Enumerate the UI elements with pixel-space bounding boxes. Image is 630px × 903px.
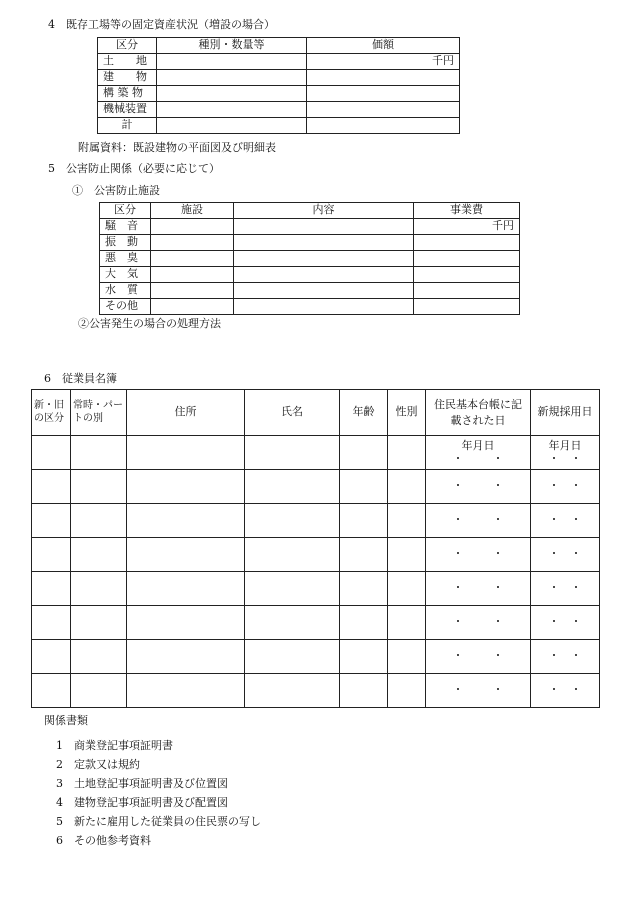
- table-row: [32, 572, 600, 606]
- cell: [414, 251, 520, 267]
- date-dots: [426, 548, 530, 560]
- cell: [388, 470, 426, 504]
- table-row: [32, 538, 600, 572]
- cell: [245, 504, 340, 538]
- ymd-label: 年月日: [461, 439, 495, 453]
- dot: ・: [548, 683, 560, 697]
- header-newold: [32, 390, 71, 436]
- header-age: 年齢: [340, 390, 388, 436]
- pollution-table: [99, 202, 520, 315]
- cell: [157, 102, 307, 118]
- cell: [388, 504, 426, 538]
- cell: [71, 470, 127, 504]
- cell: [388, 606, 426, 640]
- cell: [340, 504, 388, 538]
- table-row: [32, 436, 600, 470]
- cell: [32, 538, 71, 572]
- header-fulltime: [71, 390, 127, 436]
- dot: ・: [492, 451, 504, 465]
- cell: [414, 267, 520, 283]
- ymd-label: 年月日: [548, 439, 582, 453]
- date-dots: [426, 480, 530, 492]
- dot: ・: [452, 649, 464, 663]
- docs-title: 関係書類: [44, 714, 88, 727]
- doc-item: 6 その他参考資料: [56, 834, 151, 847]
- dot: ・: [492, 581, 504, 595]
- dot: ・: [570, 547, 582, 561]
- dot: ・: [492, 479, 504, 493]
- dot: ・: [548, 615, 560, 629]
- cell: [426, 470, 531, 504]
- row-label: 建 物: [98, 70, 157, 86]
- date-dots: [531, 582, 599, 594]
- cell: [340, 538, 388, 572]
- cell: [531, 606, 600, 640]
- cell: [71, 504, 127, 538]
- cell: [414, 283, 520, 299]
- date-dots: [531, 548, 599, 560]
- header-text: 住民基本台帳に記載された日: [434, 398, 522, 427]
- dot: ・: [548, 451, 560, 465]
- cell: [151, 251, 234, 267]
- cell: [127, 504, 245, 538]
- cell: [127, 606, 245, 640]
- cell: [340, 470, 388, 504]
- cell: [157, 70, 307, 86]
- cell: [245, 640, 340, 674]
- date-dots: [426, 453, 530, 465]
- row-label: 振 動: [100, 235, 151, 251]
- cell: [32, 674, 71, 708]
- date-dots: [426, 650, 530, 662]
- col-header: 種別・数量等: [157, 38, 307, 54]
- dot: ・: [452, 683, 464, 697]
- cell: [531, 538, 600, 572]
- cell: [127, 640, 245, 674]
- dot: ・: [570, 451, 582, 465]
- cell: [307, 102, 460, 118]
- cell: [71, 572, 127, 606]
- cell: [388, 538, 426, 572]
- cell: [307, 70, 460, 86]
- header-text: 新・旧の区分: [34, 400, 64, 424]
- dot: ・: [570, 513, 582, 527]
- header-address: 住所: [127, 390, 245, 436]
- date-dots: [426, 616, 530, 628]
- dot: ・: [492, 649, 504, 663]
- row-label: 水 質: [100, 283, 151, 299]
- header-name: 氏名: [245, 390, 340, 436]
- unit-label: 千円: [307, 54, 460, 70]
- cell: [340, 436, 388, 470]
- dot: ・: [452, 451, 464, 465]
- cell: [388, 436, 426, 470]
- dot: ・: [492, 683, 504, 697]
- cell: [234, 235, 414, 251]
- cell: [388, 640, 426, 674]
- cell: [151, 299, 234, 315]
- cell: [245, 538, 340, 572]
- col-header: 区分: [98, 38, 157, 54]
- table-row: [32, 674, 600, 708]
- cell: [127, 470, 245, 504]
- cell: [531, 470, 600, 504]
- row-label: 土 地: [98, 54, 157, 70]
- unit-label: 千円: [414, 219, 520, 235]
- cell: [426, 640, 531, 674]
- row-label: 大 気: [100, 267, 151, 283]
- row-label: 計: [98, 118, 157, 134]
- table-row: [32, 640, 600, 674]
- cell: [531, 504, 600, 538]
- table-row: [32, 470, 600, 504]
- dot: ・: [492, 513, 504, 527]
- header-text: 常時・パートの別: [73, 400, 123, 424]
- date-dots: [531, 453, 599, 465]
- date-dots: [426, 582, 530, 594]
- date-dots: [426, 514, 530, 526]
- cell: [426, 606, 531, 640]
- date-dots: [531, 616, 599, 628]
- cell: [531, 436, 600, 470]
- dot: ・: [452, 615, 464, 629]
- cell: [32, 470, 71, 504]
- date-dots: [531, 514, 599, 526]
- dot: ・: [492, 615, 504, 629]
- cell: [71, 436, 127, 470]
- section5-sub1: ① 公害防止施設: [72, 184, 160, 197]
- cell: [71, 674, 127, 708]
- cell: [157, 54, 307, 70]
- cell: [245, 470, 340, 504]
- section5-sub2: ②公害発生の場合の処理方法: [78, 317, 221, 330]
- cell: [388, 572, 426, 606]
- cell: [340, 606, 388, 640]
- doc-item: 5 新たに雇用した従業員の住民票の写し: [56, 815, 261, 828]
- cell: [234, 251, 414, 267]
- cell: [32, 572, 71, 606]
- fixed-assets-table: [97, 37, 460, 134]
- dot: ・: [452, 547, 464, 561]
- table-row: [32, 504, 600, 538]
- dot: ・: [570, 649, 582, 663]
- table-row: [32, 606, 600, 640]
- cell: [307, 86, 460, 102]
- row-label: 騒 音: [100, 219, 151, 235]
- cell: [340, 674, 388, 708]
- dot: ・: [570, 479, 582, 493]
- dot: ・: [570, 615, 582, 629]
- row-label: 悪 臭: [100, 251, 151, 267]
- cell: [531, 674, 600, 708]
- col-header: 事業費: [414, 203, 520, 219]
- cell: [531, 572, 600, 606]
- date-dots: [531, 650, 599, 662]
- cell: [245, 436, 340, 470]
- cell: [151, 267, 234, 283]
- cell: [151, 283, 234, 299]
- cell: [32, 504, 71, 538]
- dot: ・: [452, 479, 464, 493]
- date-dots: [426, 684, 530, 696]
- employee-table: [31, 389, 600, 708]
- cell: [127, 538, 245, 572]
- cell: [127, 436, 245, 470]
- cell: [234, 219, 414, 235]
- cell: [157, 118, 307, 134]
- cell: [32, 640, 71, 674]
- cell: [71, 538, 127, 572]
- cell: [127, 674, 245, 708]
- cell: [245, 606, 340, 640]
- cell: [388, 674, 426, 708]
- cell: [234, 267, 414, 283]
- dot: ・: [548, 581, 560, 595]
- doc-item: 3 土地登記事項証明書及び位置図: [56, 777, 228, 790]
- cell: [127, 572, 245, 606]
- cell: [32, 436, 71, 470]
- dot: ・: [548, 479, 560, 493]
- cell: [151, 219, 234, 235]
- header-hire: 新規採用日: [531, 390, 600, 436]
- cell: [414, 235, 520, 251]
- cell: [426, 538, 531, 572]
- dot: ・: [452, 513, 464, 527]
- section4-title: 4 既存工場等の固定資産状況（増設の場合）: [48, 18, 275, 31]
- cell: [71, 606, 127, 640]
- cell: [157, 86, 307, 102]
- col-header: 価額: [307, 38, 460, 54]
- cell: [426, 436, 531, 470]
- dot: ・: [570, 581, 582, 595]
- row-label: 構 築 物: [98, 86, 157, 102]
- header-registry: [426, 390, 531, 436]
- cell: [245, 572, 340, 606]
- cell: [426, 504, 531, 538]
- cell: [245, 674, 340, 708]
- cell: [340, 572, 388, 606]
- dot: ・: [548, 513, 560, 527]
- cell: [234, 283, 414, 299]
- header-sex: 性別: [388, 390, 426, 436]
- cell: [426, 674, 531, 708]
- row-label: その他: [100, 299, 151, 315]
- cell: [71, 640, 127, 674]
- doc-item: 4 建物登記事項証明書及び配置図: [56, 796, 228, 809]
- doc-item: 1 商業登記事項証明書: [56, 739, 173, 752]
- col-header: 施設: [151, 203, 234, 219]
- cell: [340, 640, 388, 674]
- date-dots: [531, 480, 599, 492]
- doc-item: 2 定款又は規約: [56, 758, 140, 771]
- dot: ・: [548, 547, 560, 561]
- dot: ・: [452, 581, 464, 595]
- section5-title: 5 公害防止関係（必要に応じて）: [48, 162, 220, 175]
- cell: [151, 235, 234, 251]
- dot: ・: [548, 649, 560, 663]
- cell: [426, 572, 531, 606]
- cell: [414, 299, 520, 315]
- section6-title: 6 従業員名簿: [44, 372, 117, 385]
- section4-note: 附属資料：既設建物の平面図及び明細表: [78, 141, 276, 154]
- cell: [531, 640, 600, 674]
- dot: ・: [492, 547, 504, 561]
- dot: ・: [570, 683, 582, 697]
- col-header: 区分: [100, 203, 151, 219]
- col-header: 内容: [234, 203, 414, 219]
- cell: [307, 118, 460, 134]
- cell: [32, 606, 71, 640]
- docs-list: [56, 736, 261, 850]
- date-dots: [531, 684, 599, 696]
- row-label: 機械装置: [98, 102, 157, 118]
- cell: [234, 299, 414, 315]
